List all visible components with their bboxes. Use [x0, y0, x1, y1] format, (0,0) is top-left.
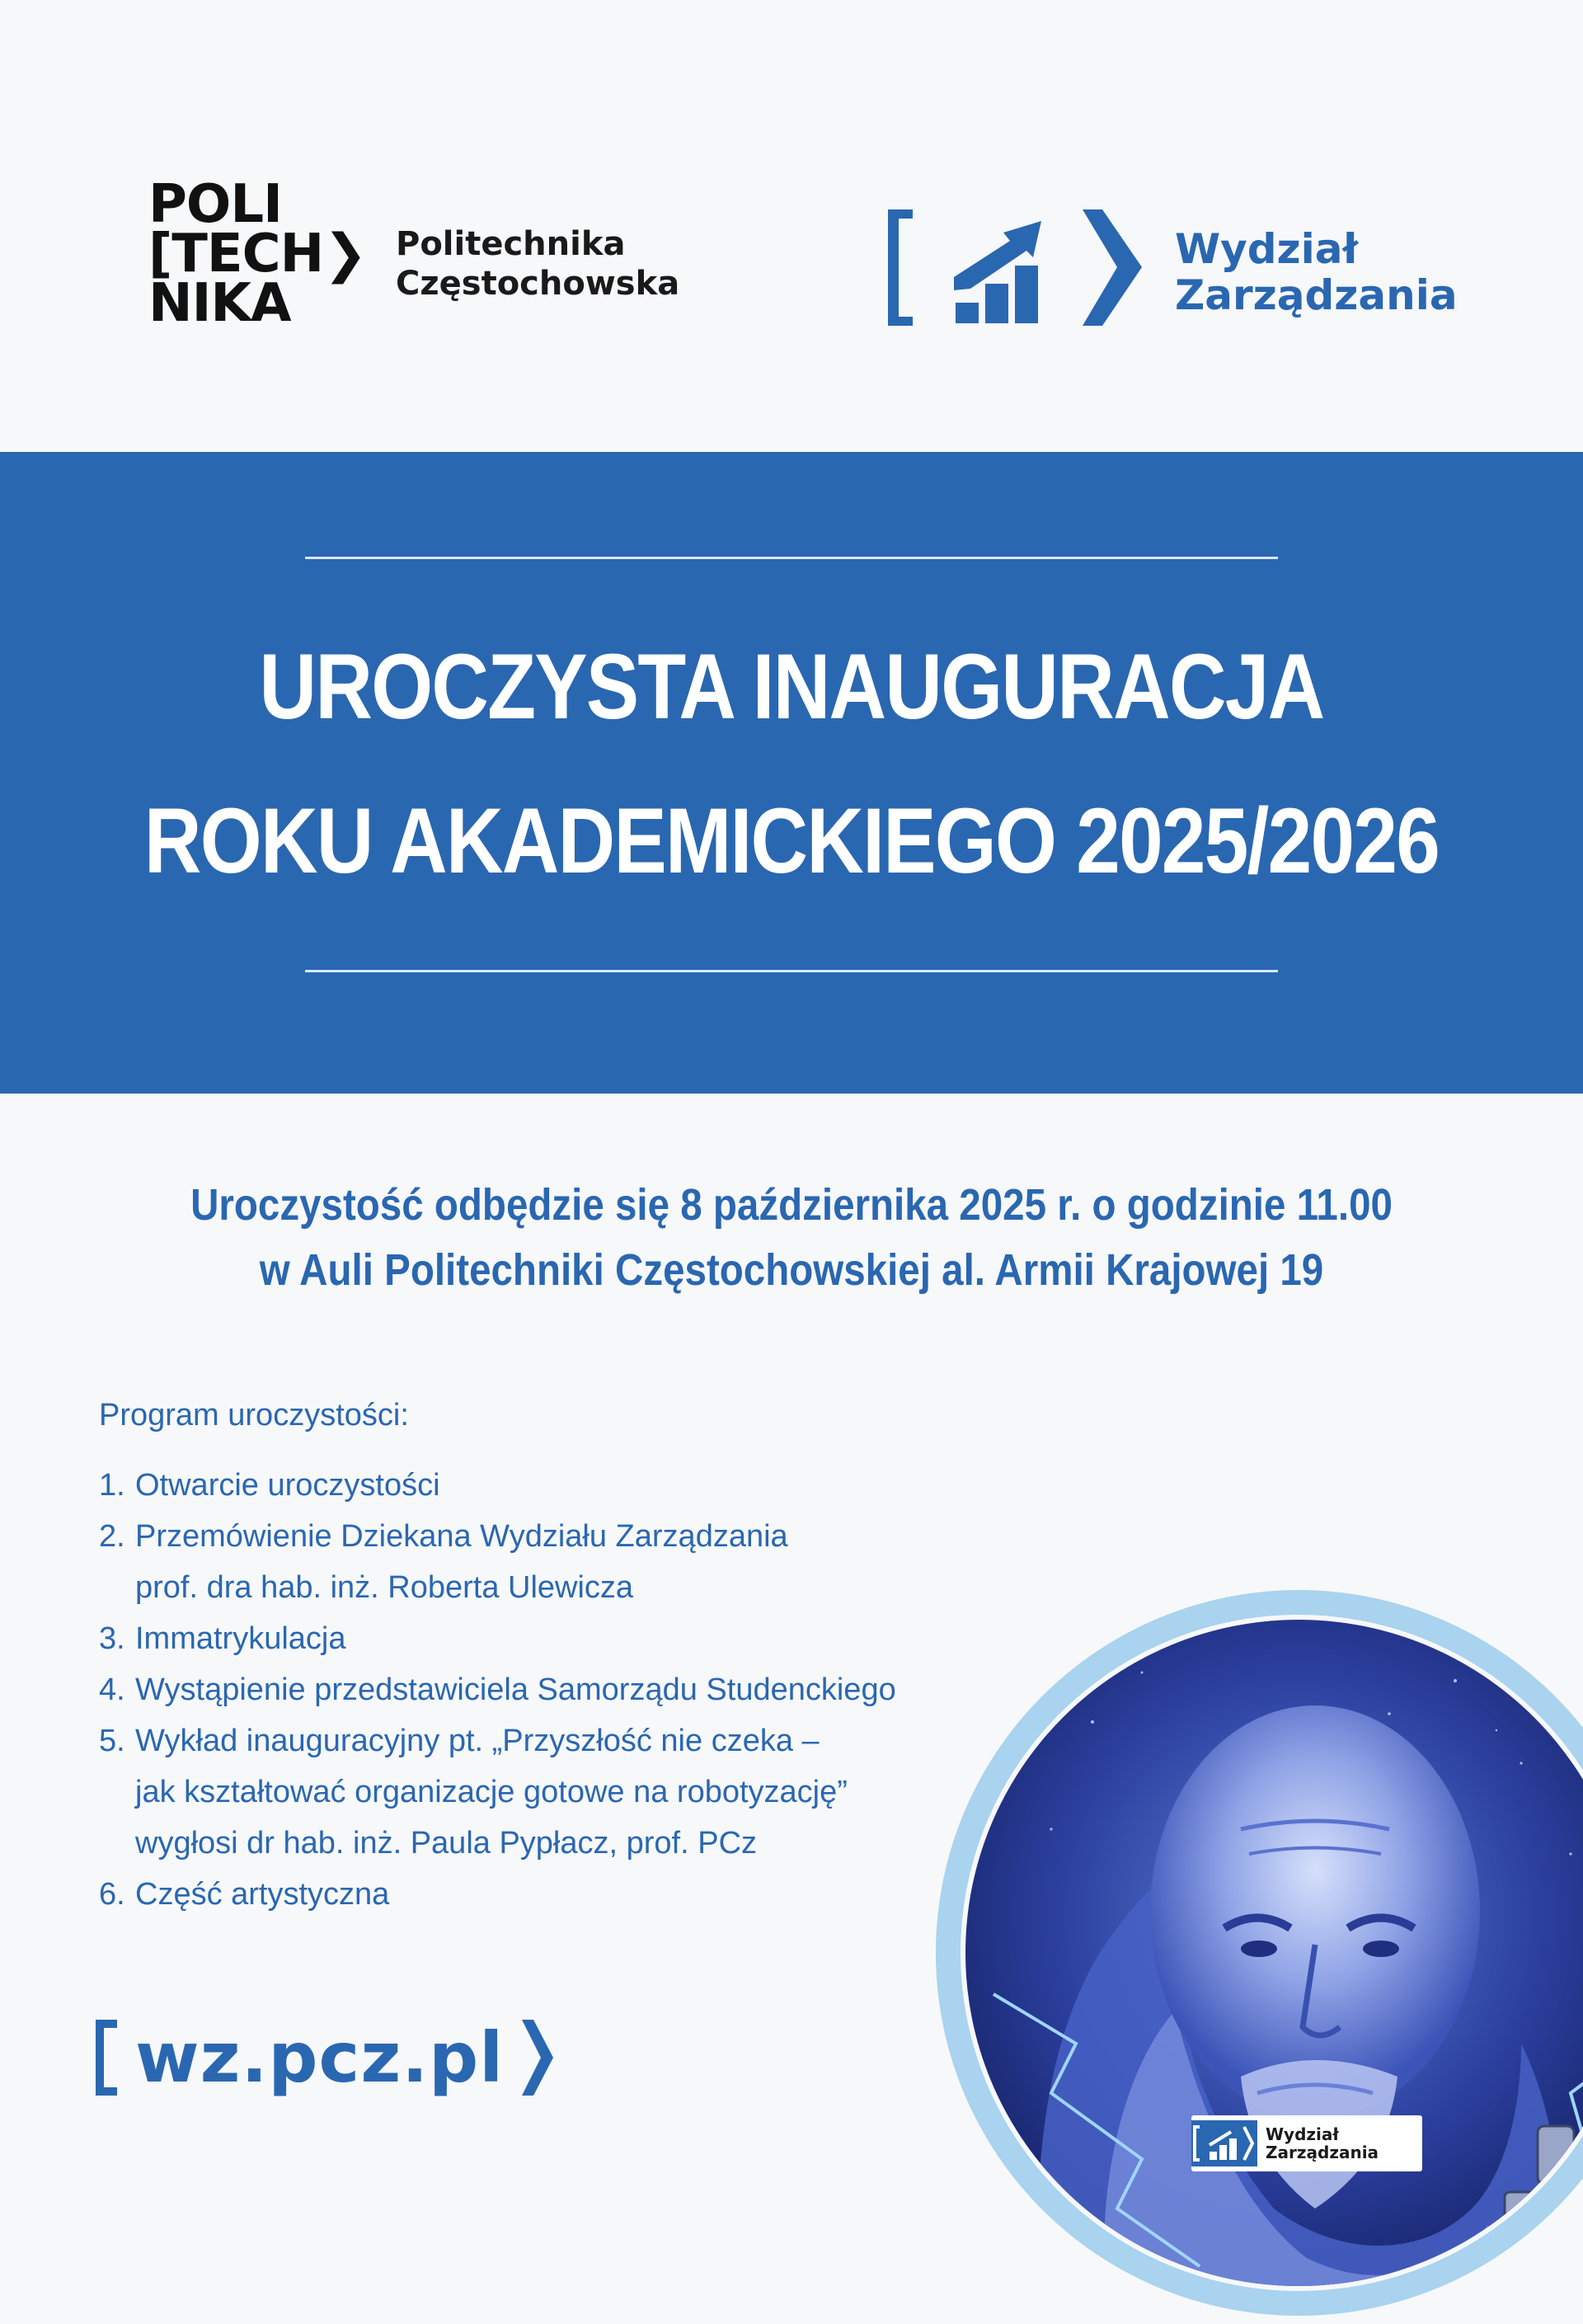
title-banner: [0, 452, 1583, 1094]
website-link[interactable]: [92, 2012, 555, 2103]
faculty-name: [1175, 226, 1458, 318]
logo-line-2: [TECH❯: [148, 223, 367, 285]
website-url[interactable]: wz.pcz.pl: [135, 2017, 505, 2098]
faculty-name-line-2: Zarządzania: [1175, 271, 1458, 319]
politechnika-logo: [148, 174, 367, 334]
program-item-number: 6.: [99, 1877, 125, 1912]
program-item-number: 4.: [99, 1672, 125, 1707]
program-item-number: 2.: [99, 1519, 125, 1554]
program-item-text: Wykład inauguracyjny pt. „Przyszłość nie czeka –: [135, 1724, 820, 1758]
portrait-badge: [1191, 2115, 1422, 2171]
banner-title-line-1: UROCZYSTA INAUGURACJA: [259, 635, 1324, 738]
program-list: [99, 1460, 989, 1920]
portrait-badge-text: [1266, 2125, 1379, 2162]
program-item-text: Część artystyczna: [135, 1877, 390, 1912]
program-item: [99, 1511, 989, 1613]
venue-line-1: Uroczystość odbędzie się 8 października 2025 r. o godzinie 11.00: [190, 1180, 1393, 1230]
faculty-logo: [886, 208, 1142, 327]
program-item: [99, 1715, 989, 1869]
left-bracket-icon: [92, 2018, 120, 2097]
portrait-badge-line-1: Wydział: [1266, 2124, 1339, 2144]
faculty-name-line-1: Wydział: [1175, 225, 1359, 273]
program-item: [99, 1613, 989, 1664]
right-chevron-icon: [519, 2018, 555, 2097]
program-item-text: jak kształtować organizacje gotowe na robotyzację”: [135, 1775, 848, 1809]
program-item-text: Przemówienie Dziekana Wydziału Zarządzania: [135, 1519, 788, 1554]
program-title: Program uroczystości:: [99, 1398, 409, 1433]
banner-bottom-rule: [305, 970, 1278, 972]
program-item-text: prof. dra hab. inż. Roberta Ulewicza: [135, 1570, 634, 1605]
logo-line-3: NIKA: [148, 273, 291, 334]
faculty-badge-icon: [1191, 2120, 1257, 2166]
logo-line-1: POLI: [148, 174, 282, 235]
program-item-text: Immatrykulacja: [135, 1621, 346, 1656]
portrait-badge-line-2: Zarządzania: [1266, 2143, 1379, 2162]
program-item-number: 1.: [99, 1468, 125, 1503]
university-name-line-1: Politechnika: [396, 225, 626, 263]
right-chevron-icon: [1083, 209, 1142, 326]
program-item-text: Otwarcie uroczystości: [135, 1468, 440, 1503]
university-name-line-2: Częstochowska: [396, 265, 680, 303]
program-item: [99, 1460, 989, 1511]
banner-top-rule: [305, 557, 1278, 559]
program-section: [99, 1395, 989, 1920]
university-name: [396, 224, 679, 303]
left-bracket-icon: [888, 209, 913, 326]
program-item-text: wygłosi dr hab. inż. Paula Pypłacz, prof. PCz: [135, 1826, 758, 1861]
banner-title-line-2: ROKU AKADEMICKIEGO 2025/2026: [143, 789, 1440, 892]
program-item-text: Wystąpienie przedstawiciela Samorządu Studenckiego: [135, 1672, 896, 1707]
program-item: [99, 1664, 989, 1715]
venue-line-2: w Auli Politechniki Częstochowskiej al. Armii Krajowej 19: [259, 1245, 1324, 1295]
program-item-number: 3.: [99, 1621, 125, 1656]
program-item-number: 5.: [99, 1724, 125, 1758]
portrait-illustration: [928, 1582, 1583, 2324]
bar-chart-arrow-icon: [954, 221, 1041, 323]
program-item: [99, 1869, 989, 1920]
